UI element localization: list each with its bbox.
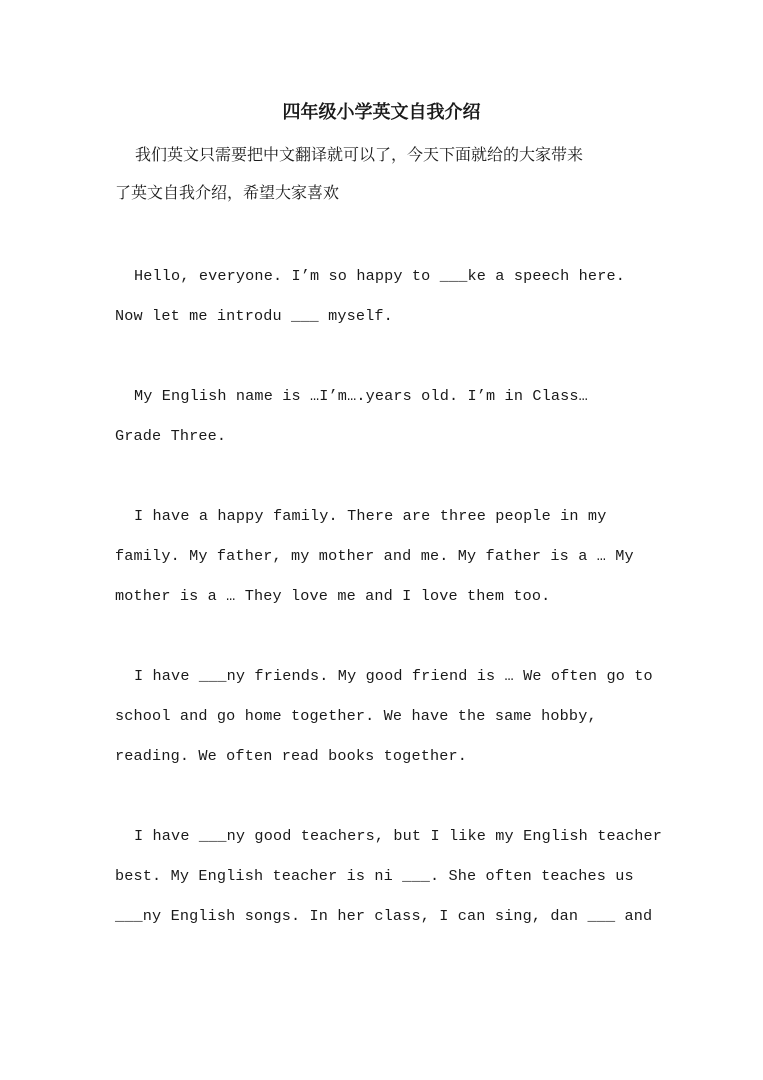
- paragraph-3-line-1: I have a happy family. There are three people in my: [134, 507, 607, 525]
- paragraph-5-line-1: I have ___ny good teachers, but I like my English teacher: [134, 827, 663, 845]
- paragraph-3-line-3: mother is a … They love me and I love them too.: [115, 587, 551, 605]
- document-title: 四年级小学英文自我介绍: [282, 102, 481, 123]
- paragraph-1-line-2: Now let me introdu ___ myself.: [115, 307, 393, 325]
- intro-line-1: 我们英文只需要把中文翻译就可以了，今天下面就给的大家带来: [135, 145, 584, 164]
- intro-line-2: 了英文自我介绍，希望大家喜欢: [115, 183, 340, 202]
- paragraph-5-line-3: ___ny English songs. In her class, I can sing, dan ___ and: [115, 907, 653, 925]
- paragraph-2-line-1: My English name is …I’m….years old. I’m in Class…: [134, 387, 588, 405]
- paragraph-4-line-3: reading. We often read books together.: [115, 747, 468, 765]
- paragraph-2-line-2: Grade Three.: [115, 427, 227, 445]
- paragraph-4-line-1: I have ___ny friends. My good friend is … We often go to: [134, 667, 653, 685]
- paragraph-1-line-1: Hello, everyone. I’m so happy to ___ke a speech here.: [134, 267, 625, 285]
- paragraph-3-line-2: family. My father, my mother and me. My father is a … My: [115, 547, 634, 565]
- paragraph-5-line-2: best. My English teacher is ni ___. She often teaches us: [115, 867, 634, 885]
- paragraph-4-line-2: school and go home together. We have the same hobby,: [115, 707, 597, 725]
